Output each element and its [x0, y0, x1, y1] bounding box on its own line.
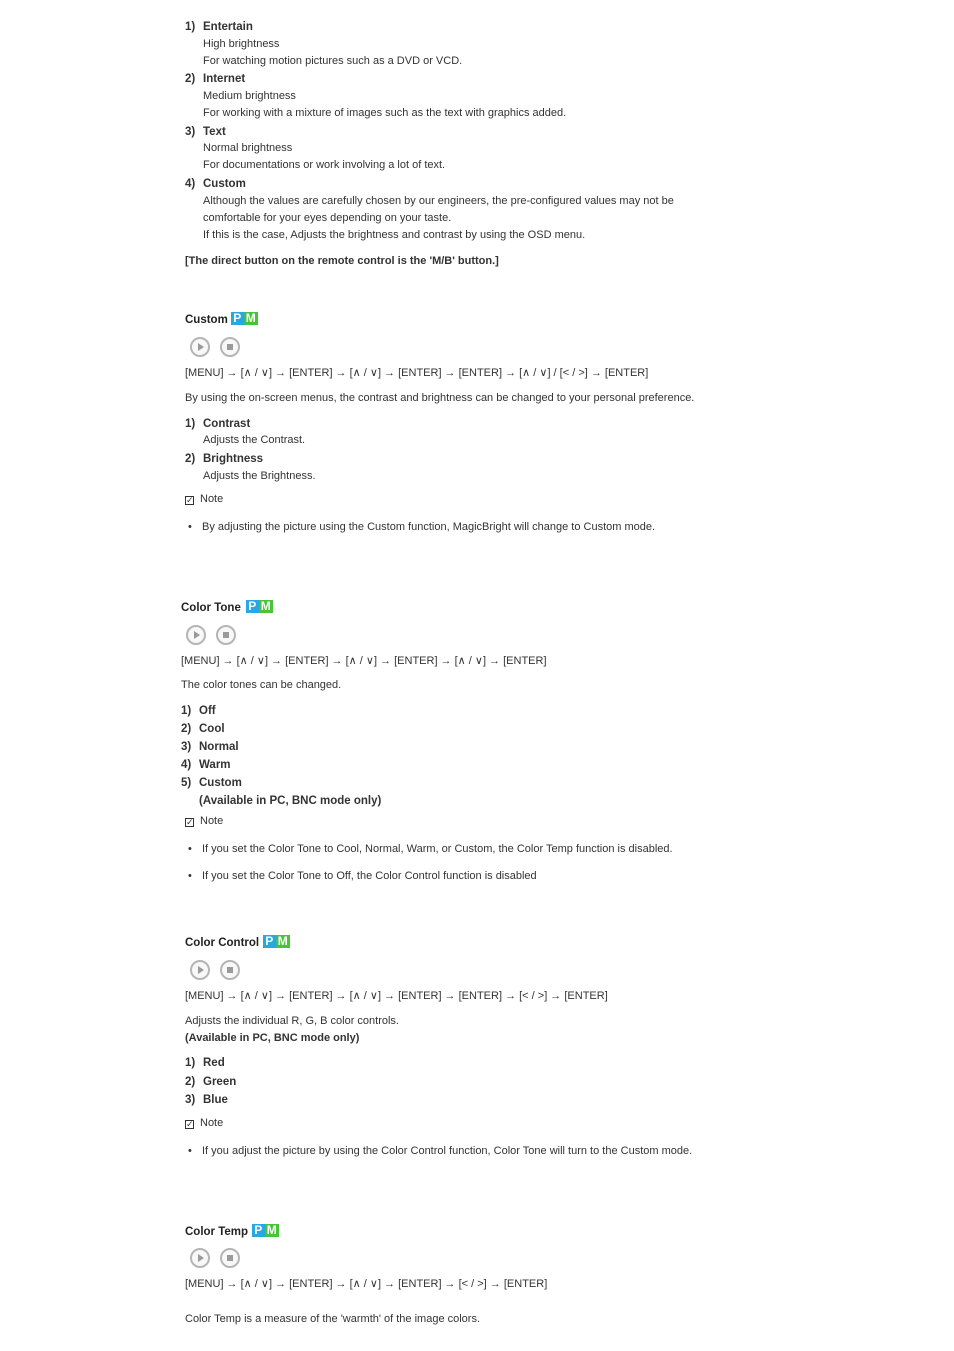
- availability-note: (Available in PC, BNC mode only): [199, 795, 382, 807]
- item-number: 1): [181, 705, 192, 717]
- mode-desc: High brightness: [203, 38, 280, 50]
- section-title: Color Control: [185, 937, 260, 949]
- item-name: Custom: [199, 777, 242, 789]
- section-desc: By using the on-screen menus, the contrast and brightness can be changed to your personal preference.: [185, 392, 695, 404]
- pm-badge-icon: P M: [246, 600, 273, 613]
- item-number: 1): [185, 1057, 196, 1069]
- item-name: Off: [199, 705, 216, 717]
- mode-name: Custom: [203, 178, 246, 190]
- mode-number: 3): [185, 126, 196, 138]
- play-icon[interactable]: [190, 1248, 210, 1268]
- play-icon[interactable]: [186, 625, 206, 645]
- note-item: • If you set the Color Tone to Cool, Normal, Warm, or Custom, the Color Temp function is disabled.: [202, 842, 673, 856]
- item-name: Blue: [203, 1094, 228, 1106]
- mode-name: Internet: [203, 73, 246, 85]
- section-title: Color Tone: [181, 602, 241, 614]
- mode-desc: For watching motion pictures such as a DVD or VCD.: [203, 55, 463, 67]
- note-item: • If you set the Color Tone to Off, the Color Control function is disabled: [202, 869, 537, 883]
- item-name: Normal: [199, 741, 239, 753]
- item-number: 2): [185, 1076, 196, 1088]
- item-number: 2): [181, 723, 192, 735]
- item-number: 3): [185, 1094, 196, 1106]
- note-checkbox-icon: ✓: [186, 817, 194, 827]
- mode-desc: Normal brightness: [203, 142, 293, 154]
- mode-desc: For working with a mixture of images such as the text with graphics added.: [203, 107, 567, 119]
- pm-badge-icon: P M: [263, 935, 290, 948]
- note-label: Note: [200, 493, 224, 505]
- section-desc: Color Temp is a measure of the 'warmth' of the image colors.: [185, 1313, 481, 1325]
- mode-desc: Although the values are carefully chosen by our engineers, the pre-configured values may not be: [203, 195, 674, 207]
- menu-path: [MENU] → [∧ / ∨] → [ENTER] → [∧ / ∨] → [ENTER] → [∧ / ∨] → [ENTER]: [181, 655, 547, 667]
- play-icon[interactable]: [190, 337, 210, 357]
- pm-badge-icon: P M: [231, 312, 258, 325]
- note-item: • If you adjust the picture by using the Color Control function, Color Tone will turn to the Custom mode.: [202, 1144, 692, 1158]
- stop-icon[interactable]: [220, 337, 240, 357]
- item-name: Cool: [199, 723, 225, 735]
- section-desc: The color tones can be changed.: [181, 679, 342, 691]
- note-checkbox-icon: ✓: [186, 1119, 194, 1129]
- mode-desc: Medium brightness: [203, 90, 296, 102]
- item-number: 3): [181, 741, 192, 753]
- note-label: Note: [200, 1117, 224, 1129]
- section-title: Custom: [185, 314, 228, 326]
- stop-icon[interactable]: [220, 1248, 240, 1268]
- play-icon[interactable]: [190, 960, 210, 980]
- item-number: 5): [181, 777, 192, 789]
- item-desc: Adjusts the Brightness.: [203, 470, 316, 482]
- mode-number: 2): [185, 73, 196, 85]
- menu-path: [MENU] → [∧ / ∨] → [ENTER] → [∧ / ∨] → [ENTER] → [ENTER] → [< / >] → [ENTER]: [185, 990, 608, 1002]
- item-name: Warm: [199, 759, 231, 771]
- item-name: Contrast: [203, 418, 251, 430]
- mode-desc: If this is the case, Adjusts the brightness and contrast by using the OSD menu.: [203, 229, 586, 241]
- item-number: 4): [181, 759, 192, 771]
- mode-number: 4): [185, 178, 196, 190]
- menu-path: [MENU] → [∧ / ∨] → [ENTER] → [∧ / ∨] → [ENTER] → [ENTER] → [∧ / ∨] / [< / >] → [ENTER]: [185, 367, 649, 379]
- note-item: • By adjusting the picture using the Custom function, MagicBright will change to Custom mode.: [202, 520, 655, 534]
- pm-badge-icon: P M: [252, 1224, 279, 1237]
- stop-icon[interactable]: [216, 625, 236, 645]
- note-label: Note: [200, 815, 224, 827]
- item-desc: Adjusts the Contrast.: [203, 434, 306, 446]
- item-name: Brightness: [203, 453, 264, 465]
- availability-note: (Available in PC, BNC mode only): [185, 1032, 360, 1044]
- mode-number: 1): [185, 21, 196, 33]
- stop-icon[interactable]: [220, 960, 240, 980]
- mode-desc: For documentations or work involving a lot of text.: [203, 159, 446, 171]
- menu-path: [MENU] → [∧ / ∨] → [ENTER] → [∧ / ∨] → [ENTER] → [< / >] → [ENTER]: [185, 1278, 548, 1290]
- mode-desc: comfortable for your eyes depending on your taste.: [203, 212, 452, 224]
- item-name: Red: [203, 1057, 225, 1069]
- note-checkbox-icon: ✓: [186, 495, 194, 505]
- item-number: 1): [185, 418, 196, 430]
- item-name: Green: [203, 1076, 237, 1088]
- mode-name: Text: [203, 126, 226, 138]
- section-desc: Adjusts the individual R, G, B color controls.: [185, 1015, 399, 1027]
- section-title: Color Temp: [185, 1226, 249, 1238]
- direct-button-hint: [The direct button on the remote control is the 'M/B' button.]: [185, 255, 499, 267]
- item-number: 2): [185, 453, 196, 465]
- mode-name: Entertain: [203, 21, 253, 33]
